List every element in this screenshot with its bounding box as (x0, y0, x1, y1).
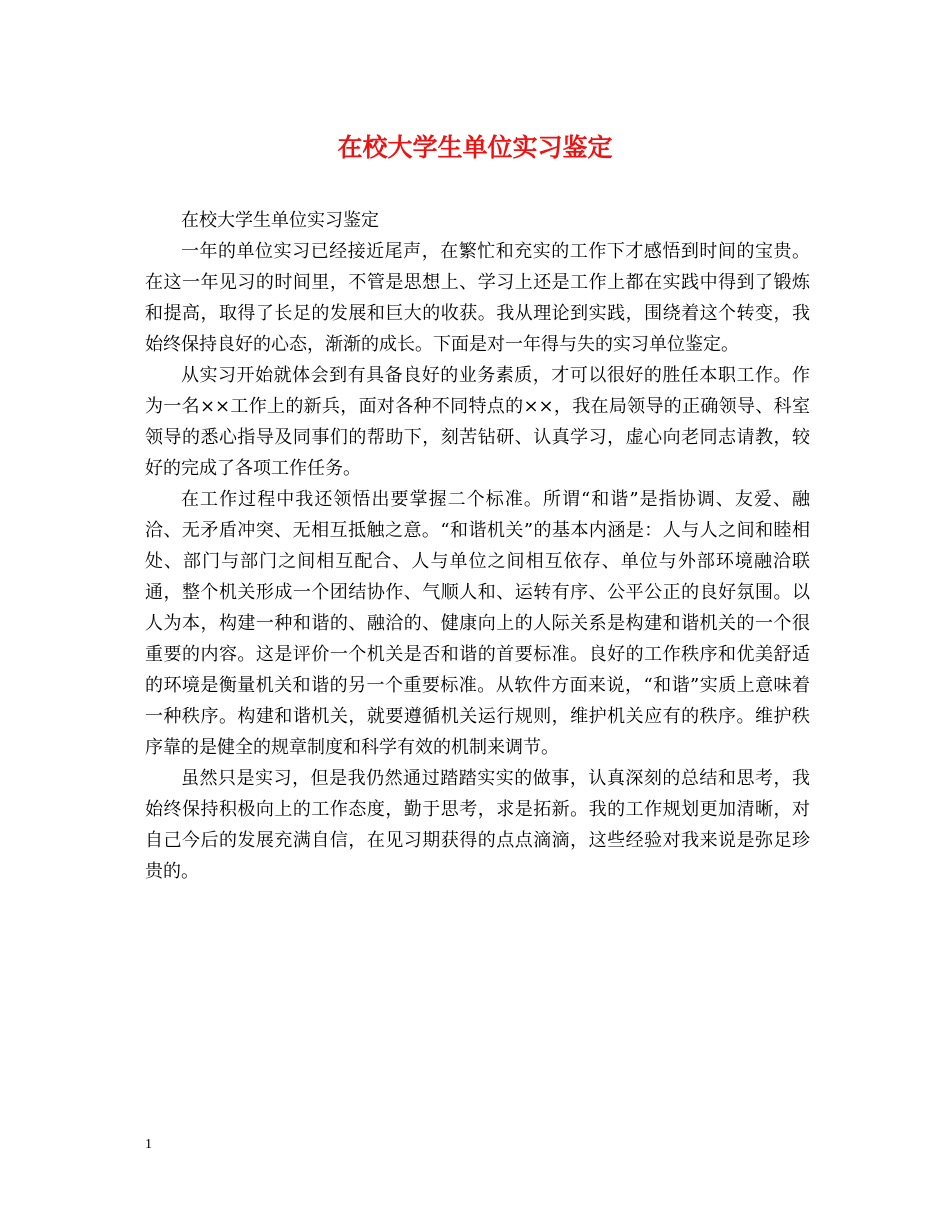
paragraph: 从实习开始就体会到有具备良好的业务素质，才可以很好的胜任本职工作。作为一名××工作上的新兵，面对各种不同特点的××，我在局领导的正确领导、科室领导的悉心指导及同事们的帮助下，刻苦钻研、认真学习，虚心向老同志请教，较好的完成了各项工作任务。 (145, 365, 810, 479)
paragraph-heading: 在校大学生单位实习鉴定 (181, 210, 379, 231)
paragraph: 在工作过程中我还领悟出要掌握二个标准。所谓“和谐”是指协调、友爱、融洽、无矛盾冲突、无相互抵触之意。“和谐机关”的基本内涵是：人与人之间和睦相处、部门与部门之间相互配合、人与单位之间相互依存、单位与外部环境融洽联通，整个机关形成一个团结协作、气顺人和、运转有序、公平公正的良好氛围。以人为本，构建一种和谐的、融洽的、健康向上的人际关系是构建和谐机关的一个很重要的内容。这是评价一个机关是否和谐的首要标准。良好的工作秩序和优美舒适的环境是衡量机关和谐的另一个重要标准。从软件方面来说，“和谐”实质上意味着一种秩序。构建和谐机关，就要遵循机关运行规则，维护机关应有的秩序。维护秩序靠的是健全的规章制度和科学有效的机制来调节。 (145, 489, 810, 758)
paragraph: 一年的单位实习已经接近尾声，在繁忙和充实的工作下才感悟到时间的宝贵。在这一年见习的时间里，不管是思想上、学习上还是工作上都在实践中得到了锻炼和提高，取得了长足的发展和巨大的收获。我从理论到实践，围绕着这个转变，我始终保持良好的心态，渐渐的成长。下面是对一年得与失的实习单位鉴定。 (145, 241, 810, 355)
page-number: 1 (145, 1137, 152, 1152)
document-body (145, 205, 810, 887)
document-title: 在校大学生单位实习鉴定 (337, 133, 613, 162)
paragraph: 虽然只是实习，但是我仍然通过踏踏实实的做事，认真深刻的总结和思考，我始终保持积极向上的工作态度，勤于思考，求是拓新。我的工作规划更加清晰，对自己今后的发展充满自信，在见习期获得的点点滴滴，这些经验对我来说是弥足珍贵的。 (145, 768, 810, 882)
